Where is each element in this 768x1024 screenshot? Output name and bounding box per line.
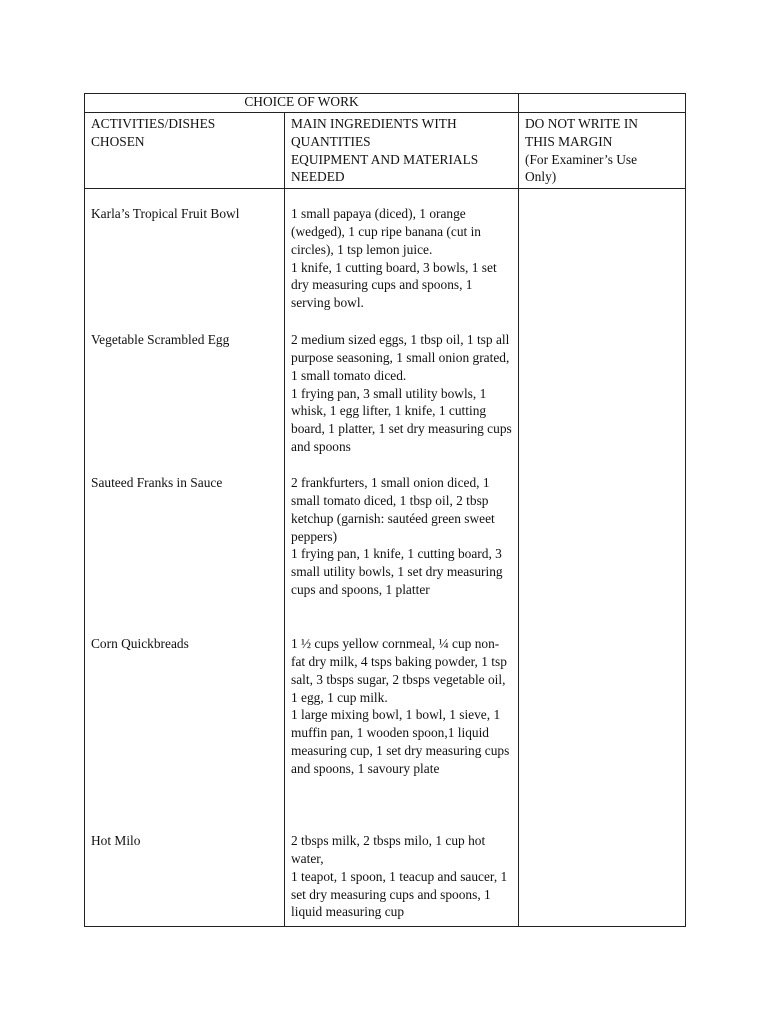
header-row bbox=[85, 113, 686, 189]
ingredients-text: 2 medium sized eggs, 1 tbsp oil, 1 tsp all purpose seasoning, 1 small onion grated, 1 small tomato diced. bbox=[291, 332, 510, 383]
header-ingredients-line: QUANTITIES bbox=[291, 133, 371, 149]
dish-name: Sauteed Franks in Sauce bbox=[91, 475, 223, 491]
header-margin-line: THIS MARGIN bbox=[525, 133, 613, 149]
equipment-text: 1 frying pan, 1 knife, 1 cutting board, 3 small utility bowls, 1 set dry measuring cups and spoons, 1 platter bbox=[291, 546, 503, 597]
header-examiner-margin bbox=[519, 113, 686, 189]
dish-name: Karla’s Tropical Fruit Bowl bbox=[91, 206, 240, 222]
header-activities-line: CHOSEN bbox=[91, 133, 145, 149]
dishes-column bbox=[85, 189, 285, 927]
title-row bbox=[85, 94, 686, 113]
header-activities bbox=[85, 113, 285, 189]
dish-entry bbox=[291, 474, 512, 635]
choice-of-work-table bbox=[84, 93, 686, 927]
body-row bbox=[85, 189, 686, 927]
ingredients-text: 1 small papaya (diced), 1 orange (wedged), 1 cup ripe banana (cut in circles), 1 tsp lemon juice. bbox=[291, 206, 481, 257]
ingredients-text: 2 tbsps milk, 2 tbsps milo, 1 cup hot water, bbox=[291, 833, 486, 866]
equipment-text: 1 large mixing bowl, 1 bowl, 1 sieve, 1 muffin pan, 1 wooden spoon,1 liquid measuring cup, 1 set dry measuring cups and spoons, 1 savoury plate bbox=[291, 707, 510, 776]
equipment-text: 1 frying pan, 3 small utility bowls, 1 whisk, 1 egg lifter, 1 knife, 1 cutting board, 1 platter, 1 set dry measuring cups and spoons bbox=[291, 385, 512, 454]
header-activities-line: ACTIVITIES/DISHES bbox=[91, 116, 216, 131]
equipment-text: 1 knife, 1 cutting board, 3 bowls, 1 set dry measuring cups and spoons, 1 serving bowl. bbox=[291, 259, 497, 311]
header-ingredients bbox=[285, 113, 519, 189]
table-title: CHOICE OF WORK bbox=[85, 94, 519, 113]
header-margin-line: DO NOT WRITE IN bbox=[525, 116, 638, 131]
dish-entry bbox=[291, 331, 512, 474]
ingredients-text: 1 ½ cups yellow cornmeal, ¼ cup non-fat dry milk, 4 tsps baking powder, 1 tsp salt, 3 tbsps sugar, 2 tbsps vegetable oil, 1 egg, 1 cup milk. bbox=[291, 636, 507, 705]
ingredients-column bbox=[285, 189, 519, 927]
dish-entry bbox=[291, 832, 512, 924]
header-ingredients-line: NEEDED bbox=[291, 169, 345, 185]
dish-name: Hot Milo bbox=[91, 833, 141, 849]
header-ingredients-line: EQUIPMENT AND MATERIALS bbox=[291, 151, 479, 167]
header-ingredients-line: MAIN INGREDIENTS WITH bbox=[291, 116, 457, 131]
dish-entry bbox=[291, 205, 512, 331]
equipment-text: 1 teapot, 1 spoon, 1 teacup and saucer, 1 set dry measuring cups and spoons, 1 liquid measuring cup bbox=[291, 868, 508, 920]
examiner-margin-column bbox=[519, 189, 686, 927]
dish-name: Vegetable Scrambled Egg bbox=[91, 332, 230, 348]
dish-name: Corn Quickbreads bbox=[91, 636, 189, 652]
title-margin-cell bbox=[519, 94, 686, 113]
ingredients-text: 2 frankfurters, 1 small onion diced, 1 small tomato diced, 1 tbsp oil, 2 tbsp ketchup (garnish: sautéed green sweet peppers) bbox=[291, 475, 495, 544]
dish-entry bbox=[291, 635, 512, 832]
header-margin-line: Only) bbox=[525, 169, 557, 185]
header-margin-line: (For Examiner’s Use bbox=[525, 151, 638, 167]
